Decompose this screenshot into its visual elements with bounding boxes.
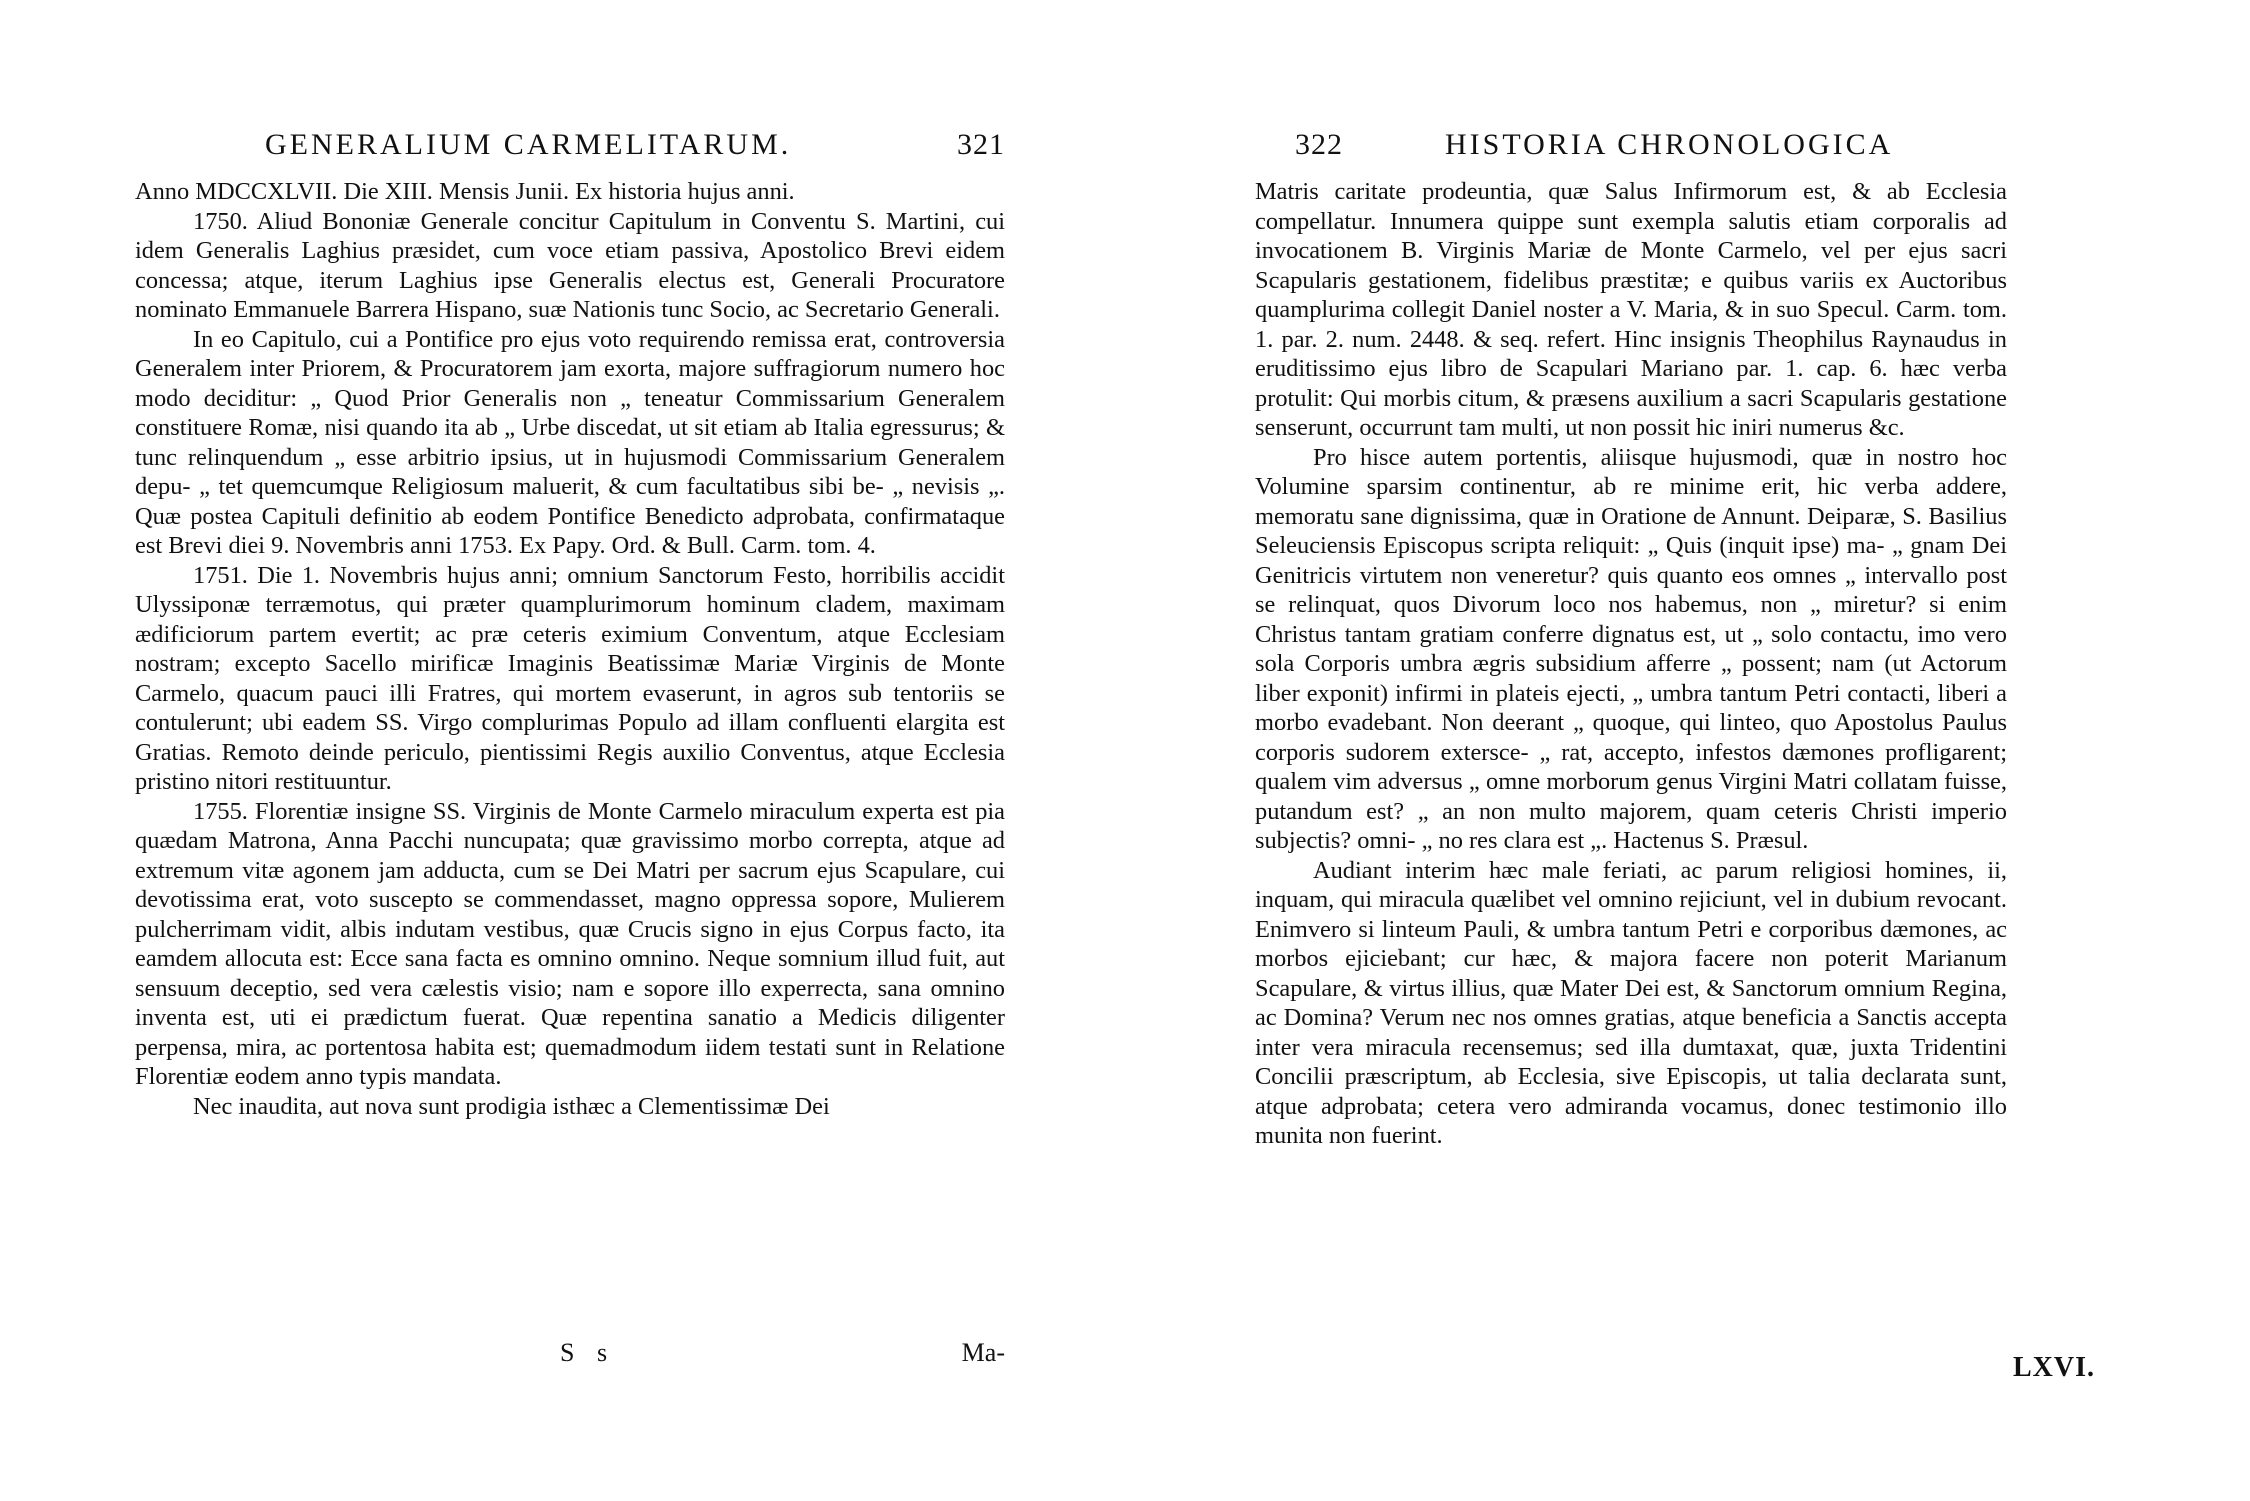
paragraph: Pro hisce autem portentis, aliisque hujusmodi, quæ in nostro hoc Volumine sparsim continentur, ab re minime erit, hic verba addere, memoratu sane dignissima, quæ in Oratione de Annunt. Deiparæ, S. Basilius Seleuciensis Episcopus scripta reliquit: „ Quis (inquit ipse) ma- „ gnam Dei Genitricis virtutem non veneretur? quis quanto eos omnes „ intervallo post se relinquat, quos Divorum loco nos habemus, non „ miretur? si enim Christus tantam gratiam conferre dignatus est, ut „ solo contactu, imo vero sola Corporis umbra ægris subsidium afferre „ possent; nam (ut Actorum liber exponit) infirmi in plateis ejecti, „ umbra tantum Petri contacti, liberi a morbo evadebant. Non deerant „ quoque, qui linteo, quo Apostolus Paulus corporis sudorem extersce- „ rat, accepto, infestos dæmones profligarent; qualem vim adversus „ omne morborum genus Virgini Matri collatam fuisse, putandum est? „ an non multo majorem, quam ceteris Christi imperio subjectis? omni- „ no res clara est „. Hactenus S. Præsul. [1255,443,2007,854]
paragraph: Audiant interim hæc male feriati, ac parum religiosi homines, ii, inquam, qui miracula quælibet vel omnino rejiciunt, vel in dubium revocant. Enimvero si linteum Pauli, & umbra tantum Petri e corporibus dæmones, ac morbos ejiciebant; cur hæc, & majora facere non poterit Marianum Scapulare, & virtus illius, quæ Mater Dei est, & Sanctorum omnium Regina, ac Domina? Verum nec nos omnes gratias, atque beneficia a Sanctis accepta inter vera miracula recensemus; sed illa dumtaxat, quæ, juxta Tridentini Concilii præscriptum, ab Ecclesia, sive Episcopis, ut talia declarata sunt, atque adprobata; cetera vero admiranda vocamus, donec testimonio illo munita non fuerint. [1255,856,2007,1149]
page-number: 321 [957,128,1005,161]
left-page-header [265,128,1005,168]
paragraph: Nec inaudita, aut nova sunt prodigia isthæc a Clementissimæ Dei [193,1092,830,1120]
paragraph: 1751. Die 1. Novembris hujus anni; omnium Sanctorum Festo, horribilis accidit Ulyssiponæ terræmotus, qui præter quamplurimorum hominum cladem, maximam ædificiorum partem evertit; ac præ ceteris eximium Conventum, atque Ecclesiam nostram; excepto Sacello mirificæ Imaginis Beatissimæ Mariæ Virginis de Monte Carmelo, quacum pauci illi Fratres, qui mortem evaserunt, in agros sub tentoriis se contulerunt; ubi eadem SS. Virgo complurimas Populo ad illam confluenti elargita est Gratias. Remoto deinde periculo, pientissimi Regis auxilio Conventus, atque Ecclesia pristino nitori restituuntur. [135,561,1005,795]
paragraph: In eo Capitulo, cui a Pontifice pro ejus voto requirendo remissa erat, controversia Generalem inter Priorem, & Procuratorem jam exorta, majore suffragiorum numero hoc modo deciditur: „ Quod Prior Generalis non „ teneatur Commissarium Generalem constituere Romæ, nisi quando ita ab „ Urbe discedat, ut sit etiam ab Italia egressurus; & tunc relinquendum „ esse arbitrio ipsius, ut in hujusmodi Commissarium Generalem depu- „ tet quemcumque Religiosum maluerit, & cum facultatibus sibi be- „ nevisis „. Quæ postea Capituli definitio ab eodem Pontifice Benedicto adprobata, confirmataque est Brevi diei 9. Novembris anni 1753. Ex Papy. Ord. & Bull. Carm. tom. 4. [135,325,1005,559]
paragraph: Matris caritate prodeuntia, quæ Salus Infirmorum est, & ab Ecclesia compellatur. Innumera quippe sunt exempla salutis etiam corporalis ad invocationem B. Virginis Mariæ de Monte Carmelo, vel per ejus sacri Scapularis gestationem, fidelibus præstitæ; e quibus variis ex Auctoribus quamplurima collegit Daniel noster a V. Maria, & in suo Specul. Carm. tom. 1. par. 2. num. 2448. & seq. refert. Hinc insignis Theophilus Raynaudus in eruditissimo ejus libro de Scapulari Mariano par. 1. cap. 6. hæc verba protulit: Qui morbis citum, & præsens auxilium a sacri Scapularis gestatione senserunt, occurrunt tam multi, ut non possit hic iniri numerus &c. [1255,178,2007,441]
signature-mark: S s [560,1338,616,1367]
right-page [1125,0,2250,1501]
paragraph: Anno MDCCXLVII. Die XIII. Mensis Junii. Ex historia hujus anni. [135,178,795,205]
running-title: HISTORIA CHRONOLOGICA [1445,128,1894,161]
page-number: 322 [1295,128,1343,161]
right-page-body [1255,177,2007,1151]
paragraph: 1750. Aliud Bononiæ Generale concitur Capitulum in Conventu S. Martini, cui idem Generalis Laghius præsidet, cum voce etiam passiva, Apostolico Brevi eidem concessa; atque, iterum Laghius ipse Generalis electus est, Generali Procuratore nominato Emmanuele Barrera Hispano, suæ Nationis tunc Socio, ac Secretario Generali. [135,207,1005,323]
right-page-header [1295,128,1985,168]
plate-number: LXVI. [2013,1352,2096,1383]
running-title: GENERALIUM CARMELITARUM. [265,128,792,161]
catchword: Ma- [961,1338,1005,1367]
paragraph: 1755. Florentiæ insigne SS. Virginis de Monte Carmelo miraculum experta est pia quædam Matrona, Anna Pacchi nuncupata; quæ gravissimo morbo correpta, atque ad extremum vitæ agonem jam adducta, cum se Dei Matri per sacrum ejus Scapulare, cui devotissima erat, voto suscepto se commendasset, magno oppressa sopore, Mulierem pulcherrimam vidit, albis indutam vestibus, quæ Crucis signo in ejus Corpus facto, ita eamdem allocuta est: Ecce sana facta es omnino omnino. Neque somnium illud fuit, aut sensuum deceptio, sed vera cælestis visio; nam e sopore illo experrecta, sana omnino inventa est, uti ei prædictum fuerat. Quæ repentina sanatio a Medicis diligenter perpensa, mira, ac portentosa habita est; quemadmodum iidem testati sunt in Relatione Florentiæ eodem anno typis mandata. [135,797,1005,1090]
left-page-body [135,177,1005,1121]
